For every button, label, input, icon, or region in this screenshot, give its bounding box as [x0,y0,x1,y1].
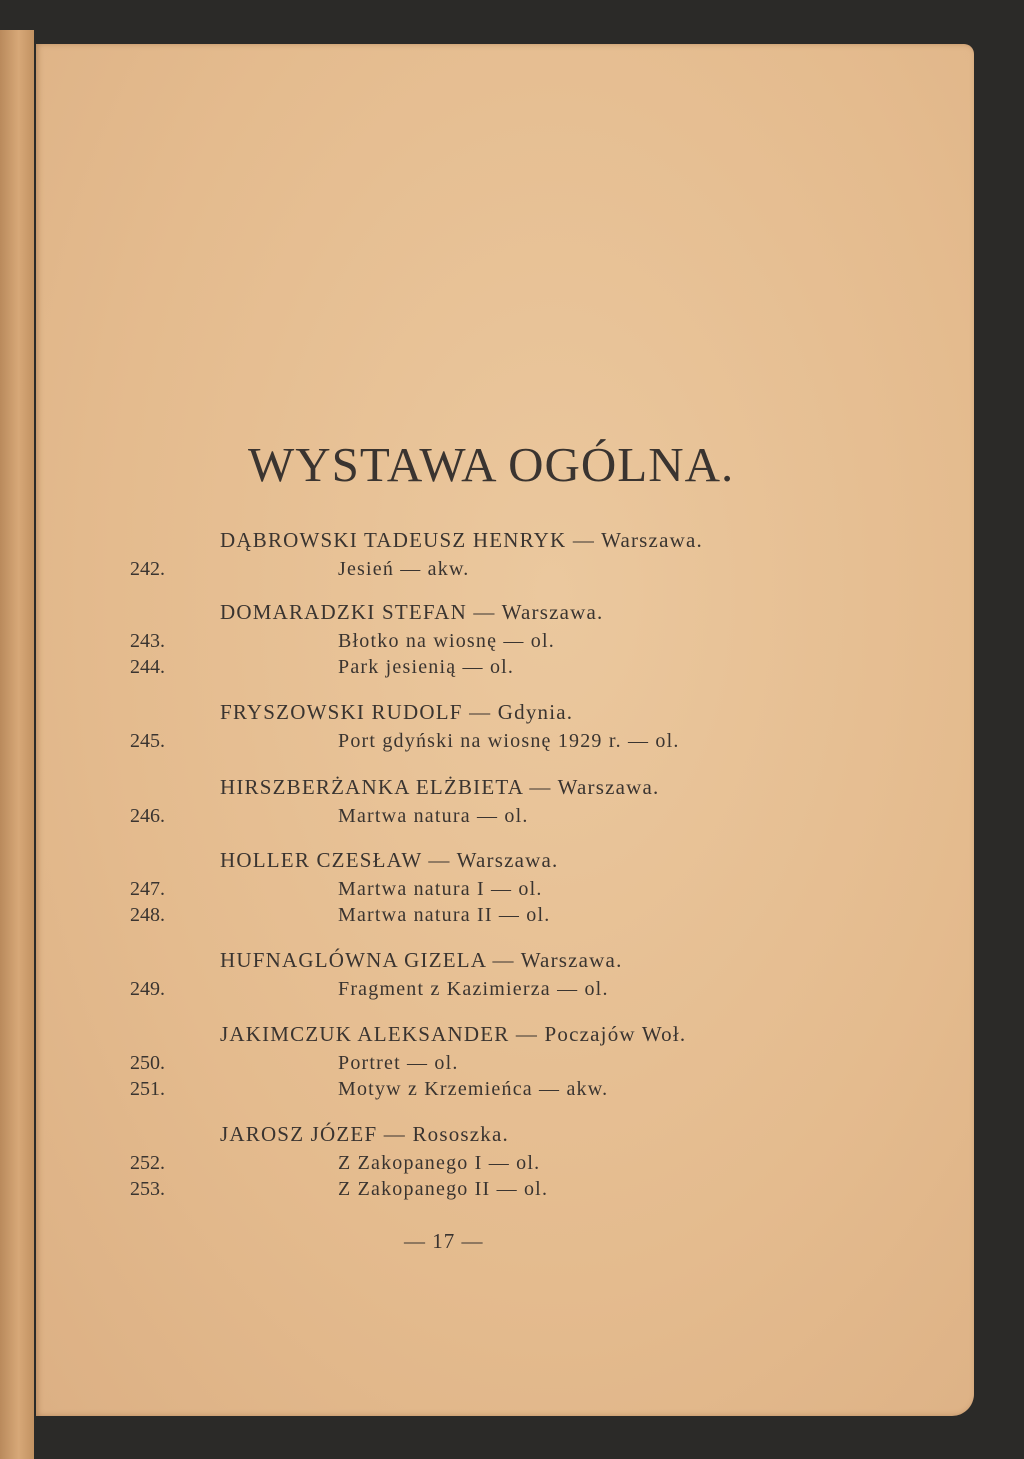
artist-heading: JAKIMCZUK ALEKSANDER — Poczajów Woł. [220,1022,687,1046]
catalog-number: 247. [130,878,165,900]
artwork-title: Martwa natura — ol. [338,805,529,827]
artwork-title: Martwa natura II — ol. [338,904,551,926]
catalog-number: 248. [130,904,165,926]
artwork-title: Fragment z Kazimierza — ol. [338,978,609,1000]
artwork-title: Park jesienią — ol. [338,656,515,678]
artwork-title: Portret — ol. [338,1052,459,1074]
catalog-number: 251. [130,1078,165,1100]
page-number: — 17 — [404,1229,484,1253]
artwork-title: Motyw z Krzemieńca — akw. [338,1078,609,1100]
artist-heading: HOLLER CZESŁAW — Warszawa. [220,848,559,872]
artist-heading: HIRSZBERŻANKA ELŻBIETA — Warszawa. [220,775,660,799]
artwork-title: Błotko na wiosnę — ol. [338,630,555,652]
catalog-number: 242. [130,558,165,580]
catalog-page [36,44,974,1416]
catalog-number: 250. [130,1052,165,1074]
artwork-title: Z Zakopanego I — ol. [338,1152,541,1174]
catalog-number: 244. [130,656,165,678]
artist-heading: JAROSZ JÓZEF — Rososzka. [220,1122,509,1146]
artist-heading: HUFNAGLÓWNA GIZELA — Warszawa. [220,948,623,972]
previous-page-edge [0,30,34,1459]
artist-heading: FRYSZOWSKI RUDOLF — Gdynia. [220,700,574,724]
artist-heading: DĄBROWSKI TADEUSZ HENRYK — Warszawa. [220,528,703,552]
catalog-number: 246. [130,805,165,827]
page-title: WYSTAWA OGÓLNA. [248,437,735,492]
catalog-number: 249. [130,978,165,1000]
artwork-title: Z Zakopanego II — ol. [338,1178,549,1200]
catalog-number: 252. [130,1152,165,1174]
artwork-title: Jesień — akw. [338,558,470,580]
artwork-title: Martwa natura I — ol. [338,878,543,900]
catalog-number: 243. [130,630,165,652]
catalog-number: 253. [130,1178,165,1200]
artist-heading: DOMARADZKI STEFAN — Warszawa. [220,600,604,624]
artwork-title: Port gdyński na wiosnę 1929 r. — ol. [338,730,680,752]
catalog-number: 245. [130,730,165,752]
